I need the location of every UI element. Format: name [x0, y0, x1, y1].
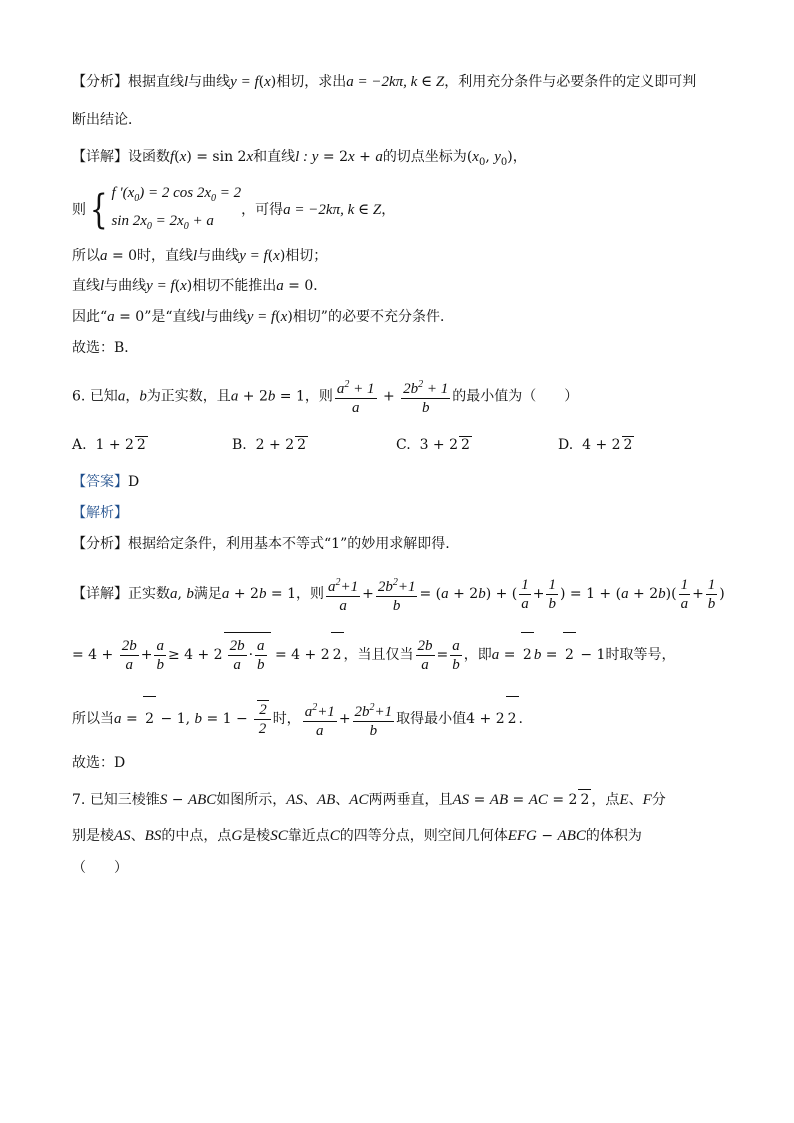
solution-label: 【解析】: [72, 505, 128, 521]
solution-label-line: [72, 503, 128, 523]
answer-label: 【答案】: [72, 474, 128, 490]
question-7-line-1: 7. 已知三棱锥S − ABC如图所示，AS、AB、AC两两垂直，且AS = AB = AC = 2 2 ，点E、F分: [72, 789, 666, 810]
question-6: 6. 已知a，b为正实数，且a + 2b = 1，则 $\frac{a^2 + 1}{a}$ + $\frac{2b^2 + 1}{b}$ 的最小值为（ ）: [72, 376, 578, 416]
answer-value: D: [128, 474, 140, 490]
option-d[interactable]: D. 4 + 2 2: [558, 437, 633, 453]
analysis-line-2: 断出结论．: [72, 112, 142, 128]
detail-system-line: 则 { f '$(x_0) = 2$ $\cos 2x_0 = 2$ $\sin 2x_0 = 2x_0 + a$ ，可得a = −2kπ, k ∈ Z，: [72, 185, 396, 233]
detail-label: 【详解】: [72, 149, 128, 165]
option-c[interactable]: C. 3 + 2 2: [396, 437, 470, 453]
option-a[interactable]: A. 1 + 2 2: [72, 437, 146, 453]
q6-detail-line-3: 所以当a = 2 − 1, b = 1 − $\frac{2}{2}$ 时， $\frac{a^2+1}{a}$ + $\frac{2b^2+1}{b}$ 取得最小值4 + 2 2 .: [72, 696, 523, 740]
q6-detail-line-2: = 4 + $\frac{2b}{a}$ + $\frac{a}{b}$ ≥ 4 + 2 $\frac{2b}{a}$ · $\frac{a}{b}$ = 4 + 2 2 ，当且仅当 $\frac{2b}{a}$ = $\frac{a}{b}$ ，即a = 2 b = 2 − 1时取等号，: [72, 632, 675, 676]
analysis-line-1: 【分析】根据直线l与曲线y = f(x)相切，求出a = −2kπ, k ∈ Z，利用充分条件与必要条件的定义即可判: [72, 74, 697, 90]
analysis-label: 【分析】: [72, 74, 128, 90]
option-b[interactable]: B. 2 + 2 2: [232, 437, 307, 453]
answer-line: [72, 472, 139, 492]
conclusion-line-3: 因此“a = 0”是“直线l与曲线y = f(x)相切”的必要不充分条件．: [72, 309, 454, 325]
detail-line-1: 【详解】设函数f(x) = sin 2x和直线l : y = 2x + a的切点坐标为($x_0$, $y_0$)，: [72, 149, 527, 168]
q6-detail-line-1: 【详解】正实数a, b满足a + 2b = 1，则 $\frac{a^2+1}{a}$ + $\frac{2b^2+1}{b}$ = (a + 2b) + ( $\frac{1}{a}$ + $\frac{1}{b}$ ) = 1 + (a + 2b)( $\frac{1}{a}$ + $\frac{1}{b}$ ): [72, 572, 725, 616]
conclusion-line-2: 直线l与曲线y = f(x)相切不能推出a = 0．: [72, 278, 328, 294]
choice-b: 故选：B．: [72, 340, 139, 356]
choice-d: 故选：D: [72, 755, 126, 771]
q6-analysis-line: 【分析】根据给定条件，利用基本不等式“1”的妙用求解即得.: [72, 536, 450, 552]
question-7-line-3: （ ）: [72, 860, 128, 876]
conclusion-line-1: 所以a = 0时，直线l与曲线y = f(x)相切；: [72, 248, 328, 264]
question-7-line-2: 别是棱AS、BS的中点，点G是棱SC靠近点C的四等分点，则空间几何体EFG − ABC的体积为: [72, 828, 642, 844]
